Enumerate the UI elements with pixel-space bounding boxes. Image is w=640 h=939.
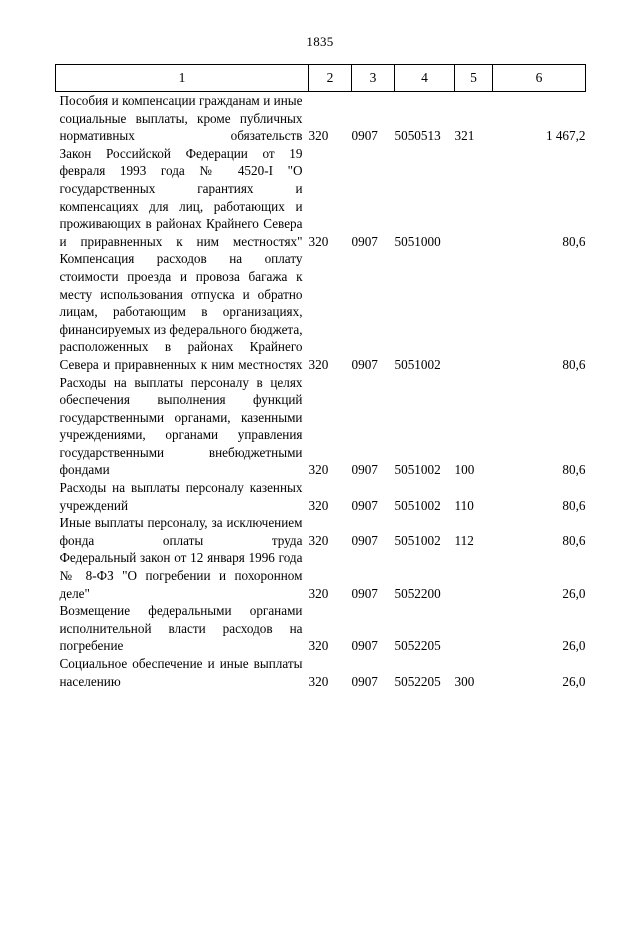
row-code-3: 0907 [351, 638, 378, 654]
row-code-4: 5052200 [394, 585, 441, 601]
row-description: Закон Российской Федерации от 19 февраля 1993 года № 4520-I "О государственных гарантиях и компенсациях для лиц, работающих и проживающих в районах Крайнего Севера и приравненных к ним местностях" [59, 145, 303, 249]
row-amount: 80,6 [562, 233, 586, 249]
row-code-2: 320 [308, 128, 329, 144]
column-header-1: 1 [56, 65, 309, 92]
row-code-3: 0907 [351, 462, 378, 478]
table-header-row [56, 65, 586, 92]
row-code-4: 5051002 [394, 356, 441, 372]
row-code-5 [455, 602, 493, 655]
row-code-5: 300 [454, 673, 475, 689]
row-code-3: 0907 [351, 233, 378, 249]
row-code-2: 320 [308, 532, 329, 548]
row-code-5: 112 [454, 532, 474, 548]
row-amount: 80,6 [562, 497, 586, 513]
document-page [0, 34, 640, 939]
row-description: Федеральный закон от 12 января 1996 года № 8-ФЗ "О погребении и похоронном деле" [59, 550, 303, 601]
row-code-2: 320 [308, 585, 329, 601]
table-row [56, 514, 586, 549]
row-amount: 80,6 [562, 532, 586, 548]
row-amount: 26,0 [562, 585, 586, 601]
row-description: Социальное обеспечение и иные выплаты населению [59, 656, 303, 689]
row-description: Расходы на выплаты персоналу казенных учреждений [59, 480, 303, 513]
row-code-5 [455, 145, 493, 251]
row-code-3: 0907 [351, 497, 378, 513]
table-row [56, 374, 586, 480]
budget-table-container [55, 64, 585, 690]
row-code-3: 0907 [351, 585, 378, 601]
row-code-2: 320 [308, 233, 329, 249]
row-code-5 [455, 250, 493, 373]
row-code-2: 320 [308, 497, 329, 513]
table-row [56, 479, 586, 514]
row-code-3: 0907 [351, 356, 378, 372]
row-description: Иные выплаты персоналу, за исключением фонда оплаты труда [59, 515, 303, 548]
table-row [56, 602, 586, 655]
table-row [56, 145, 586, 251]
row-amount: 80,6 [562, 356, 586, 372]
budget-table [55, 64, 586, 690]
page-number: 1835 [306, 34, 334, 49]
column-header-5: 5 [455, 65, 493, 92]
column-header-2: 2 [309, 65, 352, 92]
column-header-4: 4 [395, 65, 455, 92]
row-description: Компенсация расходов на оплату стоимости проезда и провоза багажа к месту использования отпуска и обратно лицам, работающим в организациях, финансируемых из федерального бюджета, расположенных в районах Крайнего Севера и приравненных к ним местностях [59, 251, 303, 372]
row-code-3: 0907 [351, 532, 378, 548]
row-amount: 1 467,2 [545, 128, 586, 144]
table-row [56, 655, 586, 690]
row-code-2: 320 [308, 356, 329, 372]
row-code-2: 320 [308, 673, 329, 689]
row-code-5: 100 [454, 462, 475, 478]
row-code-2: 320 [308, 462, 329, 478]
row-code-4: 5052205 [394, 673, 441, 689]
table-row [56, 250, 586, 373]
row-code-4: 5052205 [394, 638, 441, 654]
table-row [56, 92, 586, 145]
row-code-3: 0907 [351, 128, 378, 144]
row-code-2: 320 [308, 638, 329, 654]
row-code-4: 5050513 [394, 128, 441, 144]
row-amount: 26,0 [562, 673, 586, 689]
row-code-5: 110 [454, 497, 474, 513]
row-code-4: 5051002 [394, 462, 441, 478]
column-header-3: 3 [352, 65, 395, 92]
row-code-4: 5051002 [394, 497, 441, 513]
row-code-5: 321 [454, 128, 475, 144]
row-amount: 26,0 [562, 638, 586, 654]
row-code-4: 5051000 [394, 233, 441, 249]
column-header-6: 6 [493, 65, 586, 92]
row-amount: 80,6 [562, 462, 586, 478]
row-description: Расходы на выплаты персоналу в целях обеспечения выполнения функций государственными органами, казенными учреждениями, органами управления государственными внебюджетными фондами [59, 374, 303, 478]
row-code-5 [455, 549, 493, 602]
row-description: Возмещение федеральными органами исполнительной власти расходов на погребение [59, 603, 303, 654]
row-description: Пособия и компенсации гражданам и иные социальные выплаты, кроме публичных нормативных обязательств [59, 93, 303, 144]
table-row [56, 549, 586, 602]
row-code-4: 5051002 [394, 532, 441, 548]
row-code-3: 0907 [351, 673, 378, 689]
